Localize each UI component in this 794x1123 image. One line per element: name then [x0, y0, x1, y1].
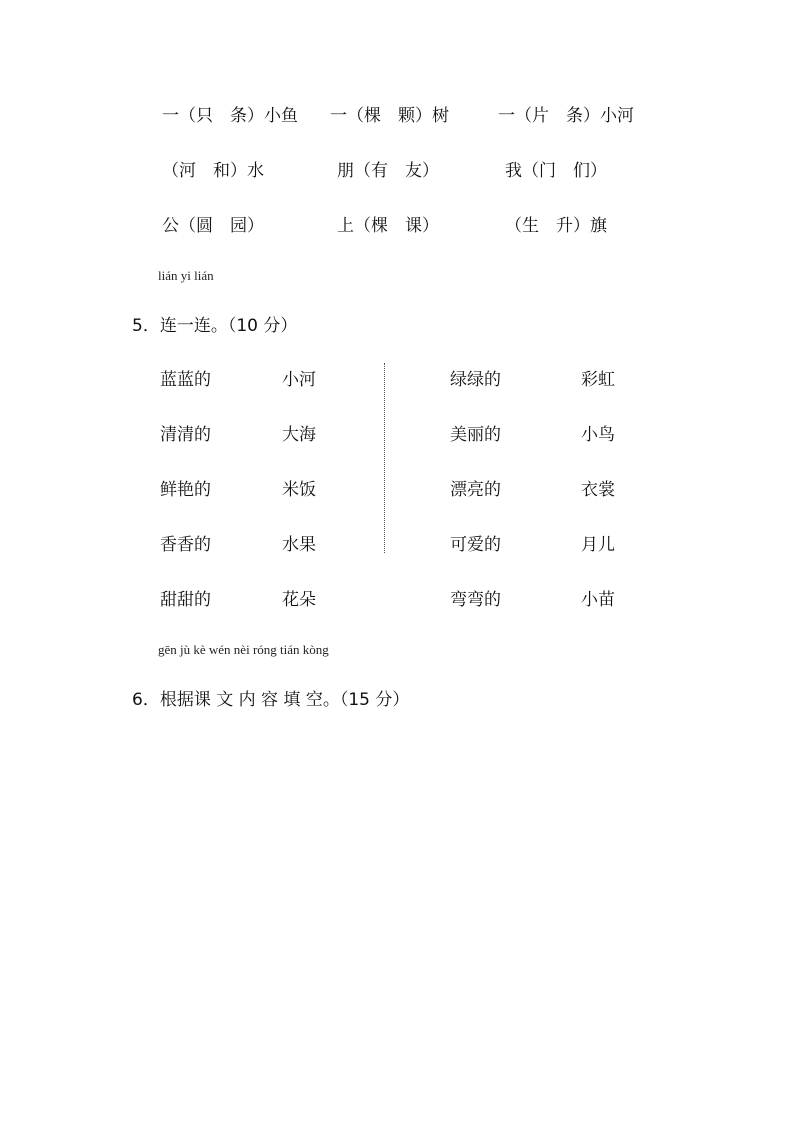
match-item: 漂亮的 — [450, 480, 501, 500]
match-item: 弯弯的 — [450, 590, 501, 610]
match-item: 花朵 — [282, 590, 316, 610]
match-item: 美丽的 — [450, 425, 501, 445]
choice-item: （生 升）旗 — [505, 216, 607, 236]
match-item: 甜甜的 — [160, 590, 211, 610]
dotted-divider — [384, 363, 385, 553]
match-item: 清清的 — [160, 425, 211, 445]
match-item: 衣裳 — [581, 480, 615, 500]
choice-item: 一（棵 颗）树 — [330, 106, 449, 126]
match-item: 小苗 — [581, 590, 615, 610]
choice-item: 上（棵 课） — [337, 216, 439, 236]
match-item: 绿绿的 — [450, 370, 501, 390]
match-item: 蓝蓝的 — [160, 370, 211, 390]
match-item: 米饭 — [282, 480, 316, 500]
choice-item: 公（圆 园） — [162, 216, 264, 236]
choice-item: 一（片 条）小河 — [498, 106, 634, 126]
match-item: 可爱的 — [450, 535, 501, 555]
choice-item: 我（门 们） — [505, 161, 607, 181]
section5-title: 5．连一连。（10 分） — [132, 316, 298, 336]
match-item: 彩虹 — [581, 370, 615, 390]
choice-item: 朋（有 友） — [337, 161, 439, 181]
match-item: 小河 — [282, 370, 316, 390]
match-item: 大海 — [282, 425, 316, 445]
section6-title: 6．根据课 文 内 容 填 空。（15 分） — [132, 690, 410, 710]
choice-item: 一（只 条）小鱼 — [162, 106, 298, 126]
match-item: 鲜艳的 — [160, 480, 211, 500]
match-item: 小鸟 — [581, 425, 615, 445]
choice-item: （河 和）水 — [162, 161, 264, 181]
section6-pinyin: gēn jù kè wén nèi róng tián kòng — [158, 642, 329, 657]
section5-pinyin: lián yi lián — [158, 268, 214, 283]
match-item: 香香的 — [160, 535, 211, 555]
match-item: 月儿 — [581, 535, 615, 555]
match-item: 水果 — [282, 535, 316, 555]
